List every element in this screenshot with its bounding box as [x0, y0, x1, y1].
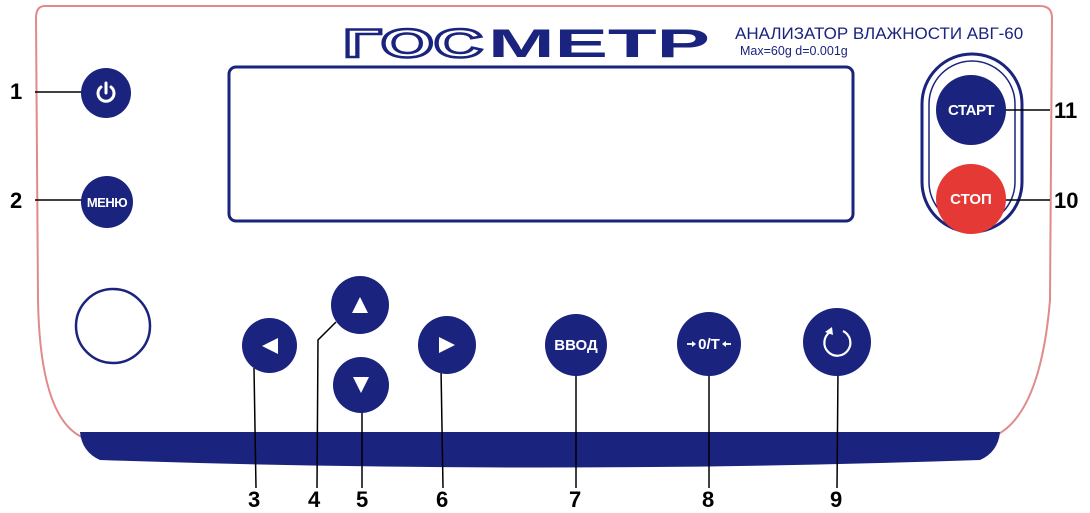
- model-specs: Max=60g d=0.001g: [740, 44, 848, 58]
- brand-logo: [343, 25, 715, 70]
- callout-back: 9: [830, 487, 843, 512]
- callout-up: 4: [308, 487, 321, 512]
- blank-button: [76, 289, 150, 363]
- left-arrow-button[interactable]: [242, 318, 297, 373]
- arrow-left-small-icon: [721, 339, 731, 349]
- up-arrow-button[interactable]: [331, 276, 389, 334]
- right-arrow-button[interactable]: [418, 316, 476, 374]
- start-button-label: СТАРТ: [948, 101, 994, 119]
- rotate-icon: [818, 323, 856, 361]
- tare-button-label: 0/T: [698, 335, 720, 353]
- arrow-right-icon: [436, 334, 458, 356]
- power-icon: [93, 80, 119, 106]
- brand-logo-outline: ГОС: [343, 25, 483, 65]
- stop-button-label: СТОП: [950, 190, 992, 208]
- callout-left: 3: [248, 487, 261, 512]
- tare-button[interactable]: [677, 312, 741, 376]
- callout-power: 1: [10, 79, 23, 104]
- model-title: АНАЛИЗАТОР ВЛАЖНОСТИ АВГ-60: [735, 24, 1024, 43]
- back-button[interactable]: [803, 308, 871, 376]
- callout-stop: 10: [1054, 188, 1079, 213]
- callout-down: 5: [356, 487, 369, 512]
- start-button[interactable]: [936, 75, 1006, 145]
- bottom-band: [80, 432, 1000, 468]
- display-screen: [229, 67, 853, 221]
- enter-button[interactable]: [545, 314, 607, 376]
- callout-menu: 2: [10, 188, 23, 213]
- arrow-up-icon: [349, 294, 371, 316]
- stop-button[interactable]: [936, 164, 1006, 234]
- power-button[interactable]: [81, 68, 131, 118]
- callout-right: 6: [436, 487, 449, 512]
- callout-start: 11: [1054, 98, 1078, 123]
- brand-logo-solid: МЕТР: [488, 25, 710, 65]
- callout-tare: 8: [702, 487, 715, 512]
- menu-button[interactable]: [81, 176, 133, 228]
- arrow-down-icon: [350, 374, 372, 396]
- arrow-left-icon: [259, 335, 281, 357]
- callout-enter: 7: [569, 487, 582, 512]
- arrow-right-small-icon: [687, 339, 697, 349]
- down-arrow-button[interactable]: [333, 357, 389, 413]
- enter-button-label: ВВОД: [554, 336, 598, 354]
- menu-button-label: МЕНЮ: [86, 194, 128, 210]
